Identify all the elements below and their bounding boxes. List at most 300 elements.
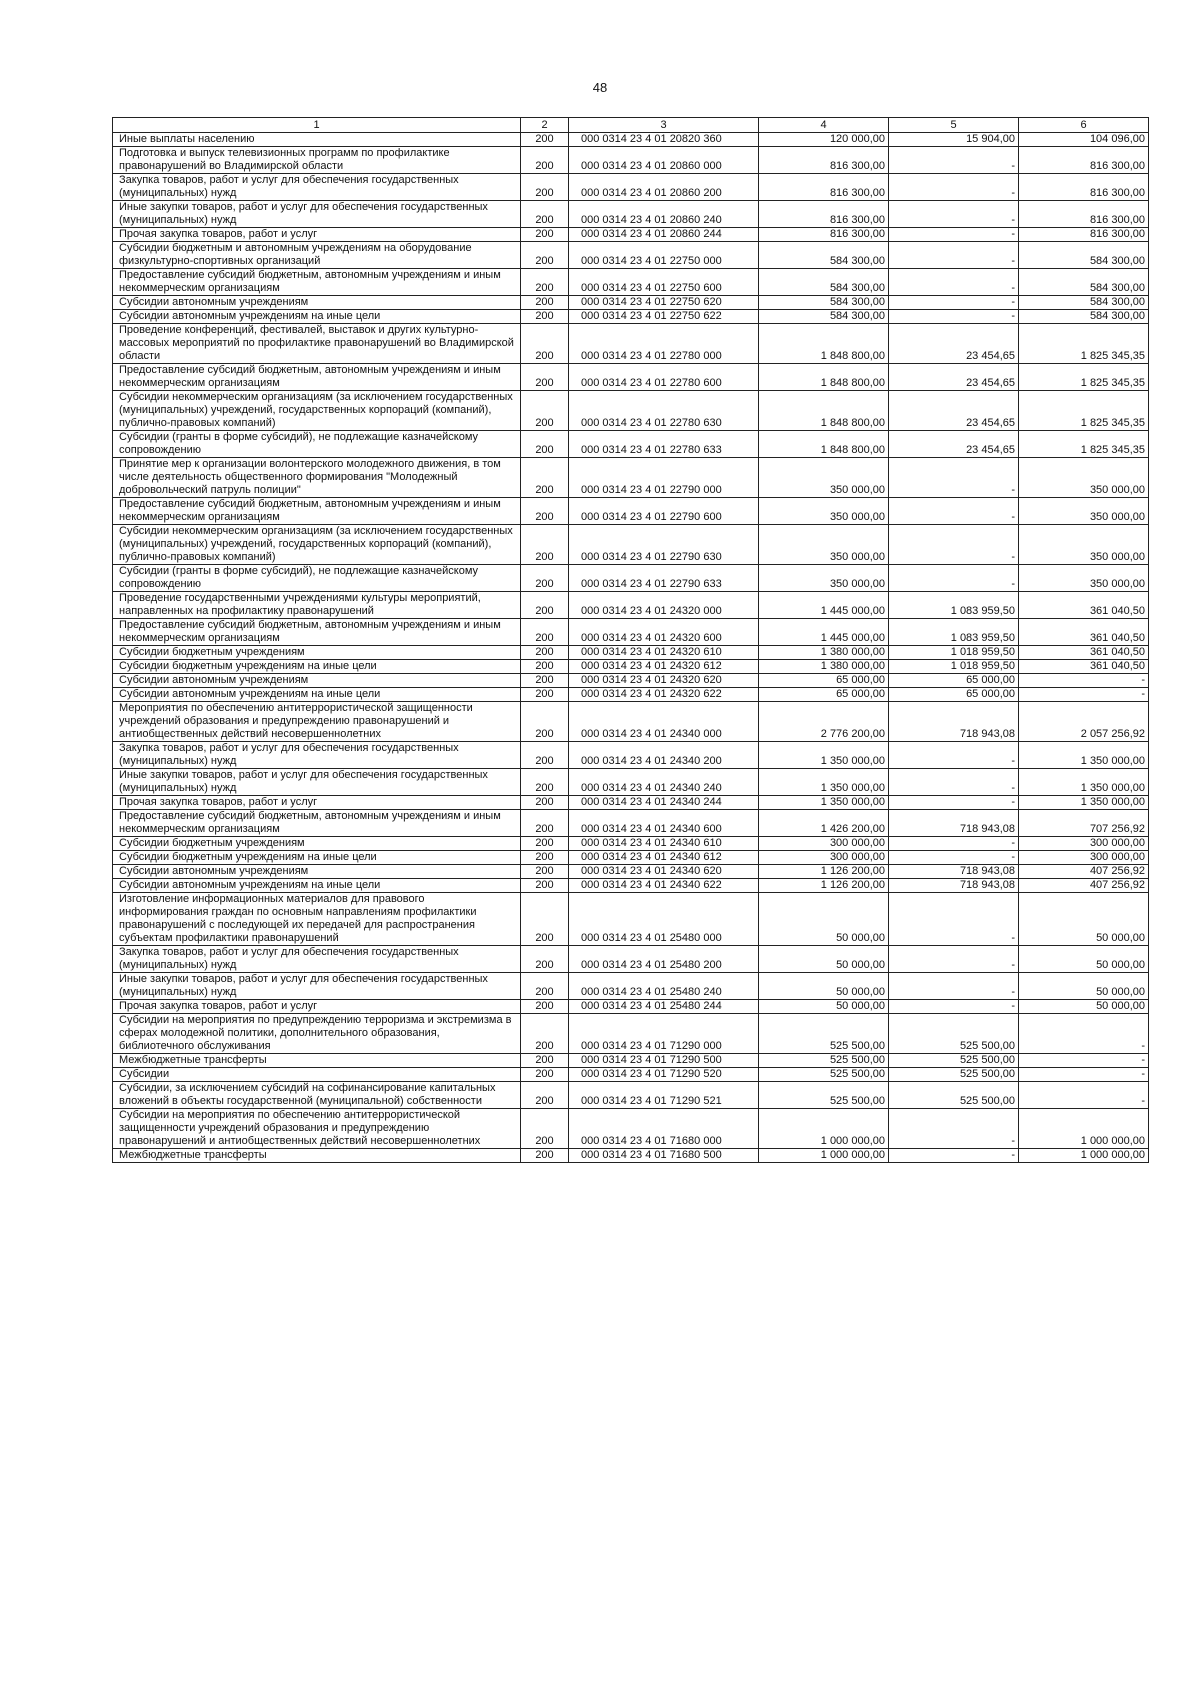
row-name-cell: Иные закупки товаров, работ и услуг для обеспечения государственных (муниципальных) нужд (113, 973, 521, 1000)
row-admin-code-cell: 200 (521, 796, 569, 810)
row-budget-code-cell: 000 0314 23 4 01 22750 000 (569, 242, 759, 269)
row-remaining-amount-cell: - (1019, 1082, 1149, 1109)
row-remaining-amount-cell: 361 040,50 (1019, 660, 1149, 674)
row-admin-code-cell: 200 (521, 1149, 569, 1163)
row-remaining-amount-cell: 1 825 345,35 (1019, 364, 1149, 391)
table-row (113, 1068, 1149, 1082)
row-remaining-amount-cell: 1 350 000,00 (1019, 796, 1149, 810)
row-remaining-amount-cell: - (1019, 1068, 1149, 1082)
row-name-cell: Субсидии автономным учреждениям (113, 296, 521, 310)
table-row (113, 865, 1149, 879)
row-budget-code-cell: 000 0314 23 4 01 22750 620 (569, 296, 759, 310)
row-remaining-amount-cell: 104 096,00 (1019, 133, 1149, 147)
row-name-cell: Субсидии бюджетным учреждениям (113, 646, 521, 660)
row-executed-amount-cell: 525 500,00 (889, 1054, 1019, 1068)
row-admin-code-cell: 200 (521, 688, 569, 702)
row-executed-amount-cell: 65 000,00 (889, 688, 1019, 702)
row-executed-amount-cell: - (889, 296, 1019, 310)
row-approved-amount-cell: 1 380 000,00 (759, 660, 889, 674)
row-name-cell: Подготовка и выпуск телевизионных программ по профилактике правонарушений во Владимирской области (113, 147, 521, 174)
row-remaining-amount-cell: - (1019, 1014, 1149, 1054)
row-admin-code-cell: 200 (521, 893, 569, 946)
row-admin-code-cell: 200 (521, 674, 569, 688)
column-number-header: 1 (113, 118, 521, 133)
row-remaining-amount-cell: 1 825 345,35 (1019, 324, 1149, 364)
row-approved-amount-cell: 1 350 000,00 (759, 769, 889, 796)
row-executed-amount-cell: 525 500,00 (889, 1082, 1019, 1109)
row-name-cell: Межбюджетные трансферты (113, 1149, 521, 1163)
row-budget-code-cell: 000 0314 23 4 01 71290 520 (569, 1068, 759, 1082)
row-budget-code-cell: 000 0314 23 4 01 22790 630 (569, 525, 759, 565)
table-row (113, 769, 1149, 796)
row-executed-amount-cell: - (889, 1149, 1019, 1163)
row-remaining-amount-cell: 1 000 000,00 (1019, 1109, 1149, 1149)
row-remaining-amount-cell: 350 000,00 (1019, 498, 1149, 525)
row-executed-amount-cell: 23 454,65 (889, 391, 1019, 431)
row-executed-amount-cell: - (889, 742, 1019, 769)
row-budget-code-cell: 000 0314 23 4 01 22780 630 (569, 391, 759, 431)
row-budget-code-cell: 000 0314 23 4 01 22790 000 (569, 458, 759, 498)
row-name-cell: Субсидии на мероприятия по обеспечению антитеррористической защищенности учреждений образования и предупреждению правонарушений и антиобщественных действий несовершеннолетних (113, 1109, 521, 1149)
row-budget-code-cell: 000 0314 23 4 01 22790 633 (569, 565, 759, 592)
table-row (113, 879, 1149, 893)
budget-table-container (112, 117, 1149, 1163)
row-approved-amount-cell: 50 000,00 (759, 893, 889, 946)
table-row (113, 1082, 1149, 1109)
row-remaining-amount-cell: 1 825 345,35 (1019, 391, 1149, 431)
row-budget-code-cell: 000 0314 23 4 01 25480 200 (569, 946, 759, 973)
row-remaining-amount-cell: 407 256,92 (1019, 865, 1149, 879)
row-executed-amount-cell: 718 943,08 (889, 879, 1019, 893)
row-budget-code-cell: 000 0314 23 4 01 24320 622 (569, 688, 759, 702)
row-budget-code-cell: 000 0314 23 4 01 25480 000 (569, 893, 759, 946)
column-number-header: 4 (759, 118, 889, 133)
page-number: 48 (592, 80, 608, 95)
row-admin-code-cell: 200 (521, 324, 569, 364)
row-name-cell: Предоставление субсидий бюджетным, автономным учреждениям и иным некоммерческим организациям (113, 269, 521, 296)
row-approved-amount-cell: 816 300,00 (759, 201, 889, 228)
table-row (113, 810, 1149, 837)
row-admin-code-cell: 200 (521, 810, 569, 837)
row-admin-code-cell: 200 (521, 1014, 569, 1054)
table-row (113, 242, 1149, 269)
row-executed-amount-cell: 1 018 959,50 (889, 646, 1019, 660)
table-row (113, 619, 1149, 646)
row-approved-amount-cell: 816 300,00 (759, 174, 889, 201)
row-budget-code-cell: 000 0314 23 4 01 22790 600 (569, 498, 759, 525)
row-executed-amount-cell: - (889, 525, 1019, 565)
row-admin-code-cell: 200 (521, 391, 569, 431)
row-admin-code-cell: 200 (521, 769, 569, 796)
table-row (113, 147, 1149, 174)
row-name-cell: Субсидии бюджетным и автономным учреждениям на оборудование физкультурно-спортивных организаций (113, 242, 521, 269)
row-executed-amount-cell: 65 000,00 (889, 674, 1019, 688)
table-row (113, 565, 1149, 592)
row-approved-amount-cell: 50 000,00 (759, 946, 889, 973)
row-approved-amount-cell: 816 300,00 (759, 228, 889, 242)
table-row (113, 296, 1149, 310)
table-row (113, 646, 1149, 660)
column-number-header: 3 (569, 118, 759, 133)
row-remaining-amount-cell: 584 300,00 (1019, 310, 1149, 324)
table-row (113, 592, 1149, 619)
row-budget-code-cell: 000 0314 23 4 01 24340 240 (569, 769, 759, 796)
table-row (113, 1014, 1149, 1054)
row-admin-code-cell: 200 (521, 201, 569, 228)
row-remaining-amount-cell: 1 350 000,00 (1019, 742, 1149, 769)
row-name-cell: Закупка товаров, работ и услуг для обеспечения государственных (муниципальных) нужд (113, 174, 521, 201)
row-name-cell: Прочая закупка товаров, работ и услуг (113, 228, 521, 242)
row-admin-code-cell: 200 (521, 865, 569, 879)
row-admin-code-cell: 200 (521, 702, 569, 742)
row-executed-amount-cell: - (889, 269, 1019, 296)
row-executed-amount-cell: - (889, 498, 1019, 525)
row-remaining-amount-cell: 1 825 345,35 (1019, 431, 1149, 458)
row-name-cell: Субсидии бюджетным учреждениям на иные цели (113, 660, 521, 674)
row-approved-amount-cell: 525 500,00 (759, 1054, 889, 1068)
row-admin-code-cell: 200 (521, 458, 569, 498)
row-remaining-amount-cell: 584 300,00 (1019, 269, 1149, 296)
table-row (113, 525, 1149, 565)
row-name-cell: Субсидии автономным учреждениям (113, 674, 521, 688)
row-remaining-amount-cell: 350 000,00 (1019, 525, 1149, 565)
row-budget-code-cell: 000 0314 23 4 01 22750 622 (569, 310, 759, 324)
row-admin-code-cell: 200 (521, 1000, 569, 1014)
table-row (113, 269, 1149, 296)
row-name-cell: Субсидии некоммерческим организациям (за исключением государственных (муниципальных) учреждений, государственных корпораций (компаний), публично-правовых компаний) (113, 525, 521, 565)
row-remaining-amount-cell: 361 040,50 (1019, 619, 1149, 646)
table-row (113, 1109, 1149, 1149)
row-executed-amount-cell: - (889, 796, 1019, 810)
row-name-cell: Прочая закупка товаров, работ и услуг (113, 1000, 521, 1014)
row-budget-code-cell: 000 0314 23 4 01 24340 200 (569, 742, 759, 769)
row-name-cell: Проведение государственными учреждениями культуры мероприятий, направленных на профилактику правонарушений (113, 592, 521, 619)
row-budget-code-cell: 000 0314 23 4 01 20860 244 (569, 228, 759, 242)
row-budget-code-cell: 000 0314 23 4 01 71290 000 (569, 1014, 759, 1054)
table-row (113, 458, 1149, 498)
row-executed-amount-cell: - (889, 310, 1019, 324)
row-admin-code-cell: 200 (521, 1054, 569, 1068)
row-admin-code-cell: 200 (521, 973, 569, 1000)
row-budget-code-cell: 000 0314 23 4 01 24320 600 (569, 619, 759, 646)
row-executed-amount-cell: - (889, 851, 1019, 865)
row-admin-code-cell: 200 (521, 565, 569, 592)
row-admin-code-cell: 200 (521, 1068, 569, 1082)
row-approved-amount-cell: 350 000,00 (759, 458, 889, 498)
row-budget-code-cell: 000 0314 23 4 01 24340 620 (569, 865, 759, 879)
row-remaining-amount-cell: 50 000,00 (1019, 893, 1149, 946)
row-remaining-amount-cell: 407 256,92 (1019, 879, 1149, 893)
row-budget-code-cell: 000 0314 23 4 01 24340 610 (569, 837, 759, 851)
table-row (113, 324, 1149, 364)
row-executed-amount-cell: 718 943,08 (889, 865, 1019, 879)
row-approved-amount-cell: 1 848 800,00 (759, 364, 889, 391)
row-name-cell: Предоставление субсидий бюджетным, автономным учреждениям и иным некоммерческим организациям (113, 364, 521, 391)
row-admin-code-cell: 200 (521, 228, 569, 242)
row-name-cell: Субсидии (113, 1068, 521, 1082)
table-row (113, 973, 1149, 1000)
table-row (113, 702, 1149, 742)
row-name-cell: Субсидии, за исключением субсидий на софинансирование капитальных вложений в объекты государственной (муниципальной) собственности (113, 1082, 521, 1109)
table-row (113, 431, 1149, 458)
row-remaining-amount-cell: - (1019, 1054, 1149, 1068)
row-budget-code-cell: 000 0314 23 4 01 25480 244 (569, 1000, 759, 1014)
row-remaining-amount-cell: 816 300,00 (1019, 147, 1149, 174)
row-approved-amount-cell: 1 350 000,00 (759, 796, 889, 810)
row-approved-amount-cell: 350 000,00 (759, 525, 889, 565)
row-admin-code-cell: 200 (521, 147, 569, 174)
table-row (113, 893, 1149, 946)
row-approved-amount-cell: 350 000,00 (759, 498, 889, 525)
row-approved-amount-cell: 584 300,00 (759, 296, 889, 310)
row-remaining-amount-cell: - (1019, 688, 1149, 702)
row-admin-code-cell: 200 (521, 742, 569, 769)
row-approved-amount-cell: 584 300,00 (759, 310, 889, 324)
row-executed-amount-cell: 1 083 959,50 (889, 592, 1019, 619)
column-number-row (113, 118, 1149, 133)
row-approved-amount-cell: 120 000,00 (759, 133, 889, 147)
row-admin-code-cell: 200 (521, 837, 569, 851)
row-remaining-amount-cell: 584 300,00 (1019, 296, 1149, 310)
row-admin-code-cell: 200 (521, 946, 569, 973)
row-budget-code-cell: 000 0314 23 4 01 24340 244 (569, 796, 759, 810)
row-budget-code-cell: 000 0314 23 4 01 24320 610 (569, 646, 759, 660)
row-remaining-amount-cell: 300 000,00 (1019, 851, 1149, 865)
table-row (113, 310, 1149, 324)
table-row (113, 201, 1149, 228)
row-executed-amount-cell: 718 943,08 (889, 810, 1019, 837)
row-admin-code-cell: 200 (521, 1109, 569, 1149)
row-budget-code-cell: 000 0314 23 4 01 20860 000 (569, 147, 759, 174)
budget-execution-table (112, 117, 1149, 1163)
row-budget-code-cell: 000 0314 23 4 01 22780 633 (569, 431, 759, 458)
row-executed-amount-cell: - (889, 147, 1019, 174)
row-admin-code-cell: 200 (521, 242, 569, 269)
table-row (113, 133, 1149, 147)
row-approved-amount-cell: 1 848 800,00 (759, 324, 889, 364)
row-approved-amount-cell: 50 000,00 (759, 1000, 889, 1014)
row-name-cell: Субсидии некоммерческим организациям (за исключением государственных (муниципальных) учреждений, государственных корпораций (компаний), публично-правовых компаний) (113, 391, 521, 431)
table-row (113, 391, 1149, 431)
row-executed-amount-cell: 525 500,00 (889, 1014, 1019, 1054)
table-row (113, 1000, 1149, 1014)
row-approved-amount-cell: 1 445 000,00 (759, 619, 889, 646)
row-approved-amount-cell: 1 000 000,00 (759, 1149, 889, 1163)
row-admin-code-cell: 200 (521, 851, 569, 865)
row-remaining-amount-cell: 361 040,50 (1019, 646, 1149, 660)
row-executed-amount-cell: 525 500,00 (889, 1068, 1019, 1082)
row-approved-amount-cell: 1 000 000,00 (759, 1109, 889, 1149)
row-name-cell: Субсидии автономным учреждениям на иные цели (113, 688, 521, 702)
column-number-header: 6 (1019, 118, 1149, 133)
row-remaining-amount-cell: 816 300,00 (1019, 201, 1149, 228)
row-admin-code-cell: 200 (521, 174, 569, 201)
row-approved-amount-cell: 50 000,00 (759, 973, 889, 1000)
table-row (113, 851, 1149, 865)
row-admin-code-cell: 200 (521, 646, 569, 660)
row-budget-code-cell: 000 0314 23 4 01 20860 200 (569, 174, 759, 201)
row-name-cell: Мероприятия по обеспечению антитеррористической защищенности учреждений образования и предупреждению правонарушений и антиобщественных действий несовершеннолетних (113, 702, 521, 742)
row-approved-amount-cell: 300 000,00 (759, 837, 889, 851)
row-name-cell: Предоставление субсидий бюджетным, автономным учреждениям и иным некоммерческим организациям (113, 810, 521, 837)
row-approved-amount-cell: 300 000,00 (759, 851, 889, 865)
row-name-cell: Изготовление информационных материалов для правового информирования граждан по основным направлениям профилактики правонарушений с последующей их передачей для распространения субъектам профилактики правонарушений (113, 893, 521, 946)
row-budget-code-cell: 000 0314 23 4 01 22780 000 (569, 324, 759, 364)
row-admin-code-cell: 200 (521, 660, 569, 674)
row-executed-amount-cell: - (889, 893, 1019, 946)
row-remaining-amount-cell: 50 000,00 (1019, 1000, 1149, 1014)
row-remaining-amount-cell: 50 000,00 (1019, 946, 1149, 973)
row-budget-code-cell: 000 0314 23 4 01 24320 000 (569, 592, 759, 619)
row-executed-amount-cell: 1 083 959,50 (889, 619, 1019, 646)
row-executed-amount-cell: 23 454,65 (889, 324, 1019, 364)
table-row (113, 498, 1149, 525)
row-executed-amount-cell: - (889, 769, 1019, 796)
row-admin-code-cell: 200 (521, 296, 569, 310)
row-remaining-amount-cell: 816 300,00 (1019, 228, 1149, 242)
row-name-cell: Проведение конференций, фестивалей, выставок и других культурно-массовых мероприятий по профилактике правонарушений во Владимирской области (113, 324, 521, 364)
row-name-cell: Предоставление субсидий бюджетным, автономным учреждениям и иным некоммерческим организациям (113, 619, 521, 646)
row-approved-amount-cell: 525 500,00 (759, 1082, 889, 1109)
table-row (113, 946, 1149, 973)
row-name-cell: Субсидии (гранты в форме субсидий), не подлежащие казначейскому сопровождению (113, 431, 521, 458)
row-name-cell: Субсидии автономным учреждениям на иные цели (113, 879, 521, 893)
row-remaining-amount-cell: 1 350 000,00 (1019, 769, 1149, 796)
column-number-header: 5 (889, 118, 1019, 133)
row-budget-code-cell: 000 0314 23 4 01 71290 521 (569, 1082, 759, 1109)
row-executed-amount-cell: - (889, 242, 1019, 269)
row-name-cell: Закупка товаров, работ и услуг для обеспечения государственных (муниципальных) нужд (113, 742, 521, 769)
row-admin-code-cell: 200 (521, 133, 569, 147)
table-row (113, 1054, 1149, 1068)
row-budget-code-cell: 000 0314 23 4 01 24340 000 (569, 702, 759, 742)
row-executed-amount-cell: - (889, 174, 1019, 201)
row-approved-amount-cell: 1 350 000,00 (759, 742, 889, 769)
row-budget-code-cell: 000 0314 23 4 01 24340 600 (569, 810, 759, 837)
row-executed-amount-cell: - (889, 228, 1019, 242)
row-budget-code-cell: 000 0314 23 4 01 22780 600 (569, 364, 759, 391)
row-remaining-amount-cell: 707 256,92 (1019, 810, 1149, 837)
row-remaining-amount-cell: 1 000 000,00 (1019, 1149, 1149, 1163)
row-budget-code-cell: 000 0314 23 4 01 71290 500 (569, 1054, 759, 1068)
row-budget-code-cell: 000 0314 23 4 01 24340 612 (569, 851, 759, 865)
row-executed-amount-cell: - (889, 1109, 1019, 1149)
row-remaining-amount-cell: 350 000,00 (1019, 458, 1149, 498)
table-row (113, 796, 1149, 810)
row-remaining-amount-cell: 584 300,00 (1019, 242, 1149, 269)
row-admin-code-cell: 200 (521, 364, 569, 391)
row-admin-code-cell: 200 (521, 310, 569, 324)
row-approved-amount-cell: 584 300,00 (759, 242, 889, 269)
row-name-cell: Иные закупки товаров, работ и услуг для обеспечения государственных (муниципальных) нужд (113, 769, 521, 796)
table-row (113, 674, 1149, 688)
row-budget-code-cell: 000 0314 23 4 01 20820 360 (569, 133, 759, 147)
row-budget-code-cell: 000 0314 23 4 01 24320 620 (569, 674, 759, 688)
row-executed-amount-cell: - (889, 458, 1019, 498)
row-name-cell: Субсидии бюджетным учреждениям на иные цели (113, 851, 521, 865)
row-name-cell: Принятие мер к организации волонтерского молодежного движения, в том числе деятельность общественного формирования "Молодежный добровольческий патруль полиции" (113, 458, 521, 498)
row-remaining-amount-cell: 350 000,00 (1019, 565, 1149, 592)
row-name-cell: Прочая закупка товаров, работ и услуг (113, 796, 521, 810)
row-approved-amount-cell: 1 848 800,00 (759, 431, 889, 458)
row-approved-amount-cell: 816 300,00 (759, 147, 889, 174)
row-approved-amount-cell: 1 445 000,00 (759, 592, 889, 619)
row-admin-code-cell: 200 (521, 525, 569, 565)
row-name-cell: Межбюджетные трансферты (113, 1054, 521, 1068)
row-executed-amount-cell: - (889, 201, 1019, 228)
row-name-cell: Субсидии автономным учреждениям на иные цели (113, 310, 521, 324)
row-executed-amount-cell: 23 454,65 (889, 364, 1019, 391)
row-executed-amount-cell: 718 943,08 (889, 702, 1019, 742)
row-admin-code-cell: 200 (521, 1082, 569, 1109)
row-name-cell: Субсидии (гранты в форме субсидий), не подлежащие казначейскому сопровождению (113, 565, 521, 592)
row-approved-amount-cell: 350 000,00 (759, 565, 889, 592)
row-remaining-amount-cell: - (1019, 674, 1149, 688)
row-approved-amount-cell: 584 300,00 (759, 269, 889, 296)
column-number-header: 2 (521, 118, 569, 133)
table-row (113, 688, 1149, 702)
row-remaining-amount-cell: 300 000,00 (1019, 837, 1149, 851)
row-executed-amount-cell: - (889, 565, 1019, 592)
table-row (113, 364, 1149, 391)
table-body (113, 133, 1149, 1163)
row-approved-amount-cell: 1 380 000,00 (759, 646, 889, 660)
row-remaining-amount-cell: 50 000,00 (1019, 973, 1149, 1000)
row-approved-amount-cell: 2 776 200,00 (759, 702, 889, 742)
row-approved-amount-cell: 1 126 200,00 (759, 879, 889, 893)
row-admin-code-cell: 200 (521, 431, 569, 458)
row-name-cell: Иные выплаты населению (113, 133, 521, 147)
row-name-cell: Субсидии бюджетным учреждениям (113, 837, 521, 851)
row-approved-amount-cell: 1 126 200,00 (759, 865, 889, 879)
row-admin-code-cell: 200 (521, 619, 569, 646)
row-executed-amount-cell: 1 018 959,50 (889, 660, 1019, 674)
table-row (113, 837, 1149, 851)
row-budget-code-cell: 000 0314 23 4 01 71680 000 (569, 1109, 759, 1149)
row-executed-amount-cell: - (889, 1000, 1019, 1014)
row-name-cell: Иные закупки товаров, работ и услуг для обеспечения государственных (муниципальных) нужд (113, 201, 521, 228)
row-name-cell: Субсидии автономным учреждениям (113, 865, 521, 879)
row-remaining-amount-cell: 361 040,50 (1019, 592, 1149, 619)
row-admin-code-cell: 200 (521, 498, 569, 525)
row-approved-amount-cell: 65 000,00 (759, 674, 889, 688)
row-name-cell: Субсидии на мероприятия по предупреждению терроризма и экстремизма в сферах молодежной политики, дополнительного образования, библиотечного обслуживания (113, 1014, 521, 1054)
row-approved-amount-cell: 525 500,00 (759, 1068, 889, 1082)
table-row (113, 174, 1149, 201)
row-budget-code-cell: 000 0314 23 4 01 22750 600 (569, 269, 759, 296)
row-approved-amount-cell: 525 500,00 (759, 1014, 889, 1054)
row-remaining-amount-cell: 2 057 256,92 (1019, 702, 1149, 742)
row-budget-code-cell: 000 0314 23 4 01 20860 240 (569, 201, 759, 228)
row-budget-code-cell: 000 0314 23 4 01 24320 612 (569, 660, 759, 674)
table-row (113, 660, 1149, 674)
table-row (113, 228, 1149, 242)
row-executed-amount-cell: 23 454,65 (889, 431, 1019, 458)
row-budget-code-cell: 000 0314 23 4 01 25480 240 (569, 973, 759, 1000)
row-name-cell: Закупка товаров, работ и услуг для обеспечения государственных (муниципальных) нужд (113, 946, 521, 973)
row-executed-amount-cell: - (889, 973, 1019, 1000)
row-remaining-amount-cell: 816 300,00 (1019, 174, 1149, 201)
row-executed-amount-cell: 15 904,00 (889, 133, 1019, 147)
row-executed-amount-cell: - (889, 946, 1019, 973)
table-row (113, 742, 1149, 769)
row-approved-amount-cell: 65 000,00 (759, 688, 889, 702)
row-admin-code-cell: 200 (521, 269, 569, 296)
row-admin-code-cell: 200 (521, 592, 569, 619)
table-row (113, 1149, 1149, 1163)
row-executed-amount-cell: - (889, 837, 1019, 851)
row-approved-amount-cell: 1 848 800,00 (759, 391, 889, 431)
